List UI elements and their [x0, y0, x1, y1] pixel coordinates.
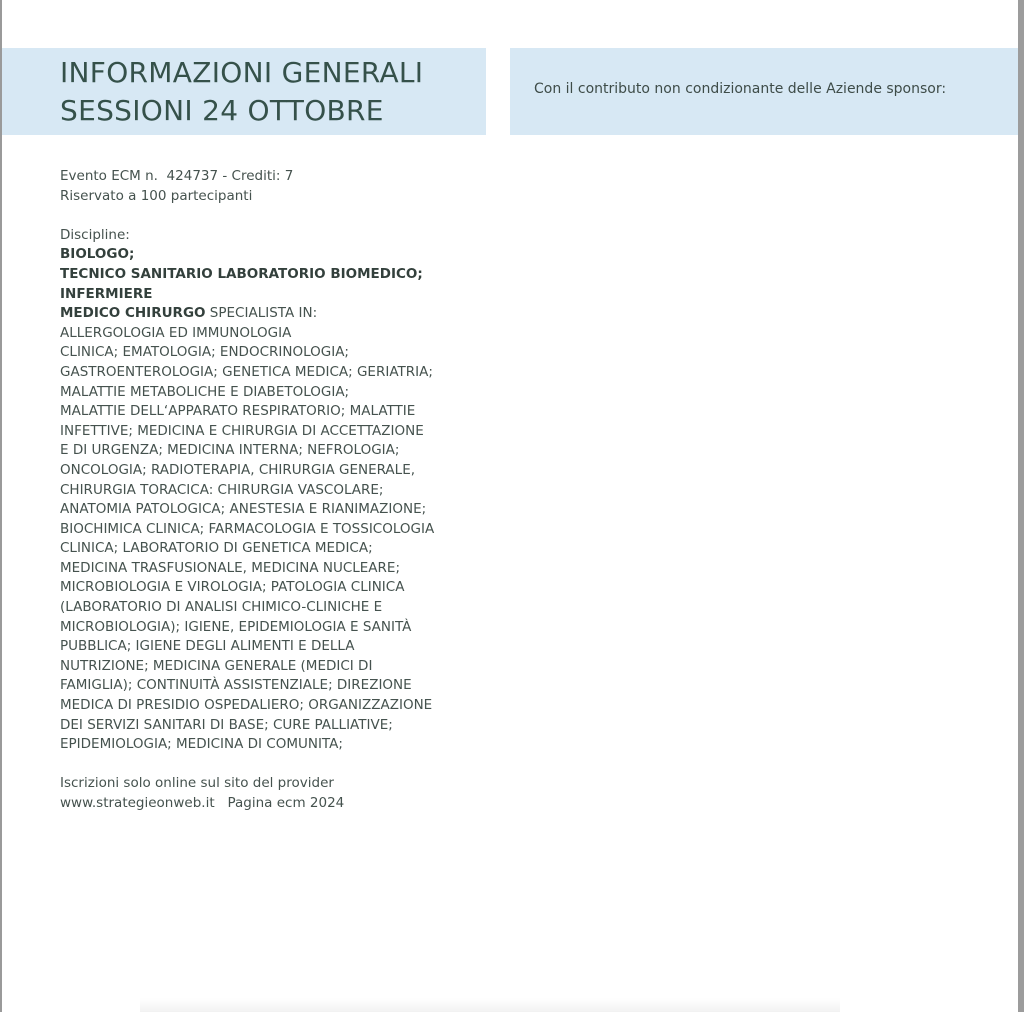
specialty-line: BIOCHIMICA CLINICA; FARMACOLOGIA E TOSSICOLOGIA: [60, 520, 435, 537]
sponsor-text: Con il contributo non condizionante delle Aziende sponsor:: [534, 81, 947, 97]
sponsor-banner: [510, 48, 1018, 135]
discipline-label: Discipline:: [60, 226, 130, 243]
specialty-line: MEDICINA TRASFUSIONALE, MEDICINA NUCLEARE;: [60, 559, 400, 576]
discipline-medico: [60, 304, 490, 324]
discipline-infermiere: INFERMIERE: [60, 285, 153, 302]
specialty-line: CLINICA; EMATOLOGIA; ENDOCRINOLOGIA;: [60, 344, 349, 361]
iscrizioni-text: Iscrizioni solo online sul sito del provider: [60, 775, 334, 792]
discipline-biologo: BIOLOGO;: [60, 246, 135, 263]
specialty-line: GASTROENTEROLOGIA; GENETICA MEDICA; GERIATRIA;: [60, 363, 433, 380]
specialty-line: ALLERGOLOGIA ED IMMUNOLOGIA: [60, 324, 292, 341]
specialty-line: CLINICA; LABORATORIO DI GENETICA MEDICA;: [60, 540, 373, 557]
info-content: [60, 167, 490, 814]
specialty-line: ONCOLOGIA; RADIOTERAPIA, CHIRURGIA GENERALE,: [60, 461, 416, 478]
specialty-line: MALATTIE METABOLICHE E DIABETOLOGIA;: [60, 383, 350, 400]
spacer: [60, 755, 490, 775]
specialty-line: E DI URGENZA; MEDICINA INTERNA; NEFROLOGIA;: [60, 442, 400, 459]
specialty-line: (LABORATORIO DI ANALISI CHIMICO-CLINICHE E: [60, 599, 383, 616]
specialty-line: MICROBIOLOGIA); IGIENE, EPIDEMIOLOGIA E SANITÀ: [60, 618, 412, 635]
title-banner: [2, 48, 486, 135]
specialties-list: [60, 324, 490, 755]
page-right-edge: [1018, 0, 1024, 1012]
page-title-line-1: INFORMAZIONI GENERALI: [60, 56, 424, 89]
riservato-partecipanti: Riservato a 100 partecipanti: [60, 187, 253, 204]
specialty-line: ANATOMIA PATOLOGICA; ANESTESIA E RIANIMAZIONE;: [60, 501, 427, 518]
discipline-tecnico: TECNICO SANITARIO LABORATORIO BIOMEDICO;: [60, 265, 423, 282]
specialty-line: MALATTIE DELL‘APPARATO RESPIRATORIO; MALATTIE: [60, 403, 416, 420]
specialty-line: CHIRURGIA TORACICA: CHIRURGIA VASCOLARE;: [60, 481, 384, 498]
specialty-line: FAMIGLIA); CONTINUITÀ ASSISTENZIALE; DIREZIONE: [60, 677, 412, 694]
specialty-line: EPIDEMIOLOGIA; MEDICINA DI COMUNITA;: [60, 736, 343, 753]
page-title-line-2: SESSIONI 24 OTTOBRE: [60, 94, 384, 127]
specialty-line: NUTRIZIONE; MEDICINA GENERALE (MEDICI DI: [60, 657, 373, 674]
specialty-line: MICROBIOLOGIA E VIROLOGIA; PATOLOGIA CLINICA: [60, 579, 405, 596]
sito-provider: www.strategieonweb.it Pagina ecm 2024: [60, 795, 345, 811]
specialista-in-label: SPECIALISTA IN:: [205, 305, 318, 322]
spacer: [60, 206, 490, 226]
specialty-line: MEDICA DI PRESIDIO OSPEDALIERO; ORGANIZZAZIONE: [60, 697, 433, 714]
specialty-line: DEI SERVIZI SANITARI DI BASE; CURE PALLIATIVE;: [60, 716, 393, 733]
medico-chirurgo-label: MEDICO CHIRURGO: [60, 305, 206, 322]
specialty-line: INFETTIVE; MEDICINA E CHIRURGIA DI ACCETTAZIONE: [60, 422, 424, 439]
evento-ecm: Evento ECM n. 424737 - Crediti: 7: [60, 168, 294, 184]
page-bottom-shadow: [140, 998, 840, 1012]
specialty-line: PUBBLICA; IGIENE DEGLI ALIMENTI E DELLA: [60, 638, 355, 655]
page-left-edge: [0, 0, 2, 1012]
